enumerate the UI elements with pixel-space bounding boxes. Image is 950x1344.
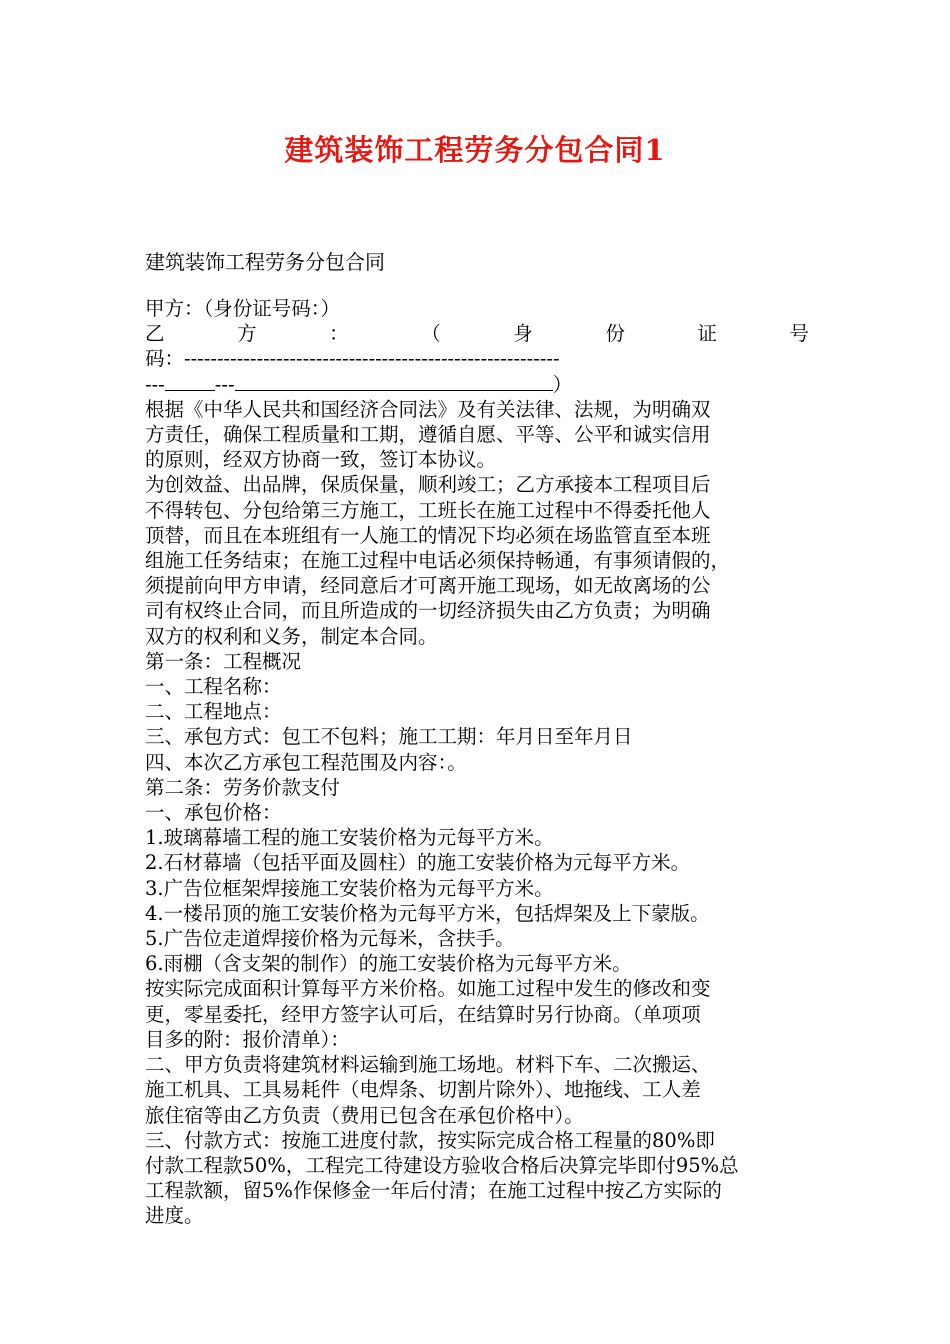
paragraph-line: 顶替，而且在本班组有一人施工的情况下均必须在场监管直至本班: [145, 523, 711, 547]
paragraph-line: 工程款额，留5%作保修金一年后付清；在施工过程中按乙方实际的: [145, 1179, 722, 1203]
section-heading: 第一条：工程概况: [145, 649, 302, 673]
paragraph-line: 旅住宿等由乙方负责（费用已包含在承包价格中）。: [145, 1103, 584, 1127]
contract-body: [145, 296, 809, 1229]
contract-subtitle: 建筑装饰工程劳务分包合同: [145, 250, 385, 274]
party-b-char: 证: [697, 322, 717, 346]
clause-line: 一、承包价格：: [145, 801, 282, 825]
underline-blank: [235, 372, 553, 391]
paragraph-line: 二、甲方负责将建筑材料运输到施工场地。材料下车、二次搬运、: [145, 1053, 711, 1077]
party-b-char: ：: [329, 322, 349, 346]
party-b-line: [145, 321, 809, 346]
paragraph-line: 方责任，确保工程质量和工期，遵循自愿、平等、公平和诚实信用: [145, 423, 711, 447]
clause-line: 四、本次乙方承包工程范围及内容：。: [145, 750, 467, 774]
party-b-char: 号: [789, 322, 809, 346]
dash-segment: ---: [214, 372, 235, 396]
underline-blank: [165, 372, 215, 391]
paragraph-line: 的原则，经双方协商一致，签订本协议。: [145, 448, 497, 472]
party-b-char: （: [421, 322, 441, 346]
dash-segment: ---: [145, 372, 165, 396]
party-b-char: 方: [237, 322, 257, 346]
price-item: 1.玻璃幕墙工程的施工安装价格为元每平方米。: [145, 826, 554, 850]
paragraph-line: 目多的附：报价清单）：: [145, 1027, 350, 1051]
paragraph-line: 根据《中华人民共和国经济合同法》及有关法律、法规，为明确双: [145, 397, 711, 421]
party-a-line: 甲方：（身份证号码：）: [145, 297, 341, 320]
paragraph-line: 组施工任务结束；在施工过程中电话必须保持畅通，有事须请假的，: [145, 549, 731, 573]
clause-line: 三、承包方式：包工不包料；施工工期：年月日至年月日: [145, 725, 633, 749]
paragraph-line: 为创效益、出品牌，保质保量，顺利竣工；乙方承接本工程项目后: [145, 473, 711, 497]
closing-paren: ）: [552, 372, 573, 396]
paragraph-line: 施工机具、工具易耗件（电焊条、切割片除外）、地拖线、工人差: [145, 1078, 701, 1102]
clause-line: 二、工程地点：: [145, 700, 282, 724]
paragraph-line: 不得转包、分包给第三方施工，工班长在施工过程中不得委托他人: [145, 498, 711, 522]
paragraph-line: 按实际完成面积计算每平方米价格。如施工过程中发生的修改和变: [145, 977, 711, 1001]
paragraph-line: 司有权终止合同，而且所造成的一切经济损失由乙方负责；为明确: [145, 599, 711, 623]
price-item: 5.广告位走道焊接价格为元每米，含扶手。: [145, 927, 515, 951]
party-b-id-dashes: 码：---------------------------------------------------------: [145, 347, 560, 371]
party-b-id-end: [145, 372, 809, 397]
paragraph-line: 须提前向甲方申请，经同意后才可离开施工现场，如无故离场的公: [145, 574, 711, 598]
paragraph-line: 双方的权利和义务，制定本合同。: [145, 624, 438, 648]
party-b-char: 份: [605, 322, 625, 346]
price-item: 2.石材幕墙（包括平面及圆柱）的施工安装价格为元每平方米。: [145, 851, 691, 875]
paragraph-line: 更，零星委托，经甲方签字认可后，在结算时另行协商。（单项项: [145, 1002, 701, 1026]
paragraph-line: 付款工程款50%，工程完工待建设方验收合格后决算完毕即付95%总: [145, 1153, 739, 1177]
section-heading: 第二条：劳务价款支付: [145, 775, 341, 799]
party-b-char: 身: [513, 322, 533, 346]
party-b-char: 乙: [145, 322, 165, 346]
paragraph-line: 进度。: [145, 1204, 204, 1228]
price-item: 4.一楼吊顶的施工安装价格为元每平方米，包括焊架及上下蒙版。: [145, 901, 710, 925]
document-title: 建筑装饰工程劳务分包合同1: [284, 133, 666, 167]
price-item: 3.广告位框架焊接施工安装价格为元每平方米。: [145, 876, 554, 900]
paragraph-line: 三、付款方式：按施工进度付款，按实际完成合格工程量的80%即: [145, 1128, 715, 1152]
clause-line: 一、工程名称：: [145, 675, 282, 699]
price-item: 6.雨棚（含支架的制作）的施工安装价格为元每平方米。: [145, 952, 632, 976]
